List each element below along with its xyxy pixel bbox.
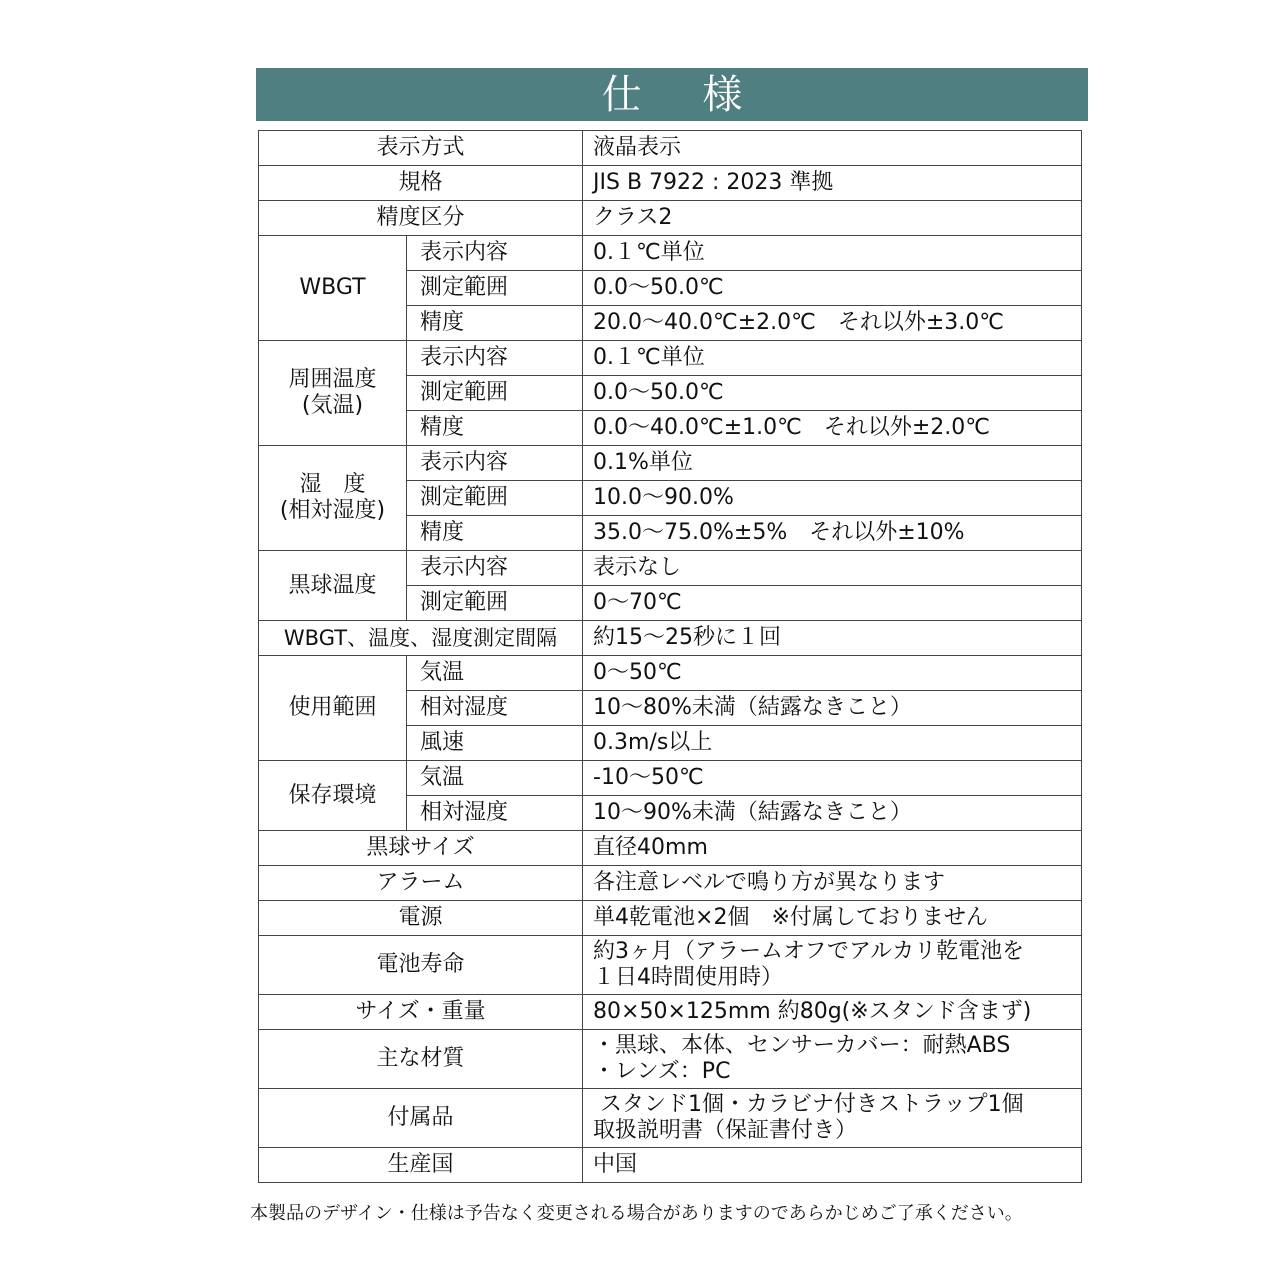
table-row [259, 1030, 1082, 1089]
group-label-line: 湿 度 [299, 472, 366, 497]
table-row [259, 341, 1082, 376]
group-label-wbgt: WBGT [259, 236, 407, 341]
table-row [259, 446, 1082, 481]
value-line: 約3ヶ月（アラームオフでアルカリ乾電池を [593, 939, 1025, 964]
row-label: 精度区分 [259, 201, 583, 236]
row-value: クラス2 [583, 201, 1082, 236]
sub-label: 測定範囲 [407, 586, 583, 621]
row-label: 付属品 [259, 1089, 583, 1148]
row-value: 0〜50℃ [583, 656, 1082, 691]
sub-label: 気温 [407, 656, 583, 691]
row-label: 黒球サイズ [259, 831, 583, 866]
row-label: 電池寿命 [259, 936, 583, 995]
value-line: ・レンズ：PC [593, 1059, 731, 1084]
group-label-line: 周囲温度 [288, 367, 377, 392]
row-label: 主な材質 [259, 1030, 583, 1089]
row-value [583, 936, 1082, 995]
row-label: サイズ・重量 [259, 995, 583, 1030]
row-value [583, 1089, 1082, 1148]
group-label-humidity [259, 446, 407, 551]
table-row [259, 995, 1082, 1030]
row-value: 0.１℃単位 [583, 236, 1082, 271]
row-value: -10〜50℃ [583, 761, 1082, 796]
table-row [259, 936, 1082, 995]
sub-label: 測定範囲 [407, 481, 583, 516]
title-bar [256, 68, 1088, 121]
row-value: 35.0〜75.0%±5% それ以外±10% [583, 516, 1082, 551]
row-label: 規格 [259, 166, 583, 201]
sub-label: 相対湿度 [407, 796, 583, 831]
row-value: 単4乾電池×2個 ※付属しておりません [583, 901, 1082, 936]
sub-label: 表示内容 [407, 236, 583, 271]
row-label: 電源 [259, 901, 583, 936]
row-value: 中国 [583, 1148, 1082, 1183]
table-row [259, 656, 1082, 691]
spec-table [258, 130, 1082, 1183]
table-row [259, 831, 1082, 866]
sub-label: 気温 [407, 761, 583, 796]
footnote: 本製品のデザイン・仕様は予告なく変更される場合がありますのであらかじめご了承ください。 [250, 1203, 1023, 1224]
table-row [259, 1148, 1082, 1183]
row-value: 10〜80%未満（結露なきこと） [583, 691, 1082, 726]
group-label-line: (相対湿度) [279, 498, 386, 523]
sub-label: 表示内容 [407, 551, 583, 586]
table-row [259, 1089, 1082, 1148]
row-label: アラーム [259, 866, 583, 901]
row-label: 生産国 [259, 1148, 583, 1183]
table-row [259, 866, 1082, 901]
row-value: JIS B 7922 : 2023 準拠 [583, 166, 1082, 201]
value-line: ・黒球、本体、センサーカバー：耐熱ABS [593, 1033, 1011, 1058]
row-value: 0.0〜40.0℃±1.0℃ それ以外±2.0℃ [583, 411, 1082, 446]
group-label-globe: 黒球温度 [259, 551, 407, 621]
row-label: 表示方式 [259, 131, 583, 166]
row-value [583, 1030, 1082, 1089]
row-value: 約15〜25秒に１回 [583, 621, 1082, 656]
table-row [259, 236, 1082, 271]
table-row [259, 621, 1082, 656]
group-label-storage: 保存環境 [259, 761, 407, 831]
sub-label: 風速 [407, 726, 583, 761]
row-value: 80×50×125mm 約80g(※スタンド含まず) [583, 995, 1082, 1030]
sub-label: 表示内容 [407, 446, 583, 481]
row-value: 0.3m/s以上 [583, 726, 1082, 761]
row-value: 0.0〜50.0℃ [583, 376, 1082, 411]
row-value: 液晶表示 [583, 131, 1082, 166]
row-value: 直径40mm [583, 831, 1082, 866]
group-label-line: (気温) [301, 393, 364, 418]
sub-label: 表示内容 [407, 341, 583, 376]
sub-label: 測定範囲 [407, 376, 583, 411]
row-value: 0.１℃単位 [583, 341, 1082, 376]
row-value: 0〜70℃ [583, 586, 1082, 621]
sub-label: 精度 [407, 411, 583, 446]
table-row [259, 901, 1082, 936]
value-line: １日4時間使用時） [593, 965, 784, 990]
sub-label: 相対湿度 [407, 691, 583, 726]
table-row [259, 761, 1082, 796]
group-label-usage: 使用範囲 [259, 656, 407, 761]
row-value: 10〜90%未満（結露なきこと） [583, 796, 1082, 831]
row-value: 0.0〜50.0℃ [583, 271, 1082, 306]
value-line: スタンド1個・カラビナ付きストラップ1個 [593, 1092, 1024, 1117]
row-label: WBGT、温度、湿度測定間隔 [259, 621, 583, 656]
table-row [259, 166, 1082, 201]
table-row [259, 551, 1082, 586]
row-value: 20.0〜40.0℃±2.0℃ それ以外±3.0℃ [583, 306, 1082, 341]
table-row [259, 201, 1082, 236]
row-value: 0.1%単位 [583, 446, 1082, 481]
value-line: 取扱説明書（保証書付き） [593, 1118, 858, 1143]
sub-label: 精度 [407, 516, 583, 551]
sub-label: 精度 [407, 306, 583, 341]
table-row [259, 131, 1082, 166]
row-value: 表示なし [583, 551, 1082, 586]
row-value: 各注意レベルで鳴り方が異なります [583, 866, 1082, 901]
group-label-ambient [259, 341, 407, 446]
sub-label: 測定範囲 [407, 271, 583, 306]
row-value: 10.0〜90.0% [583, 481, 1082, 516]
page-title: 仕 様 [601, 71, 767, 118]
